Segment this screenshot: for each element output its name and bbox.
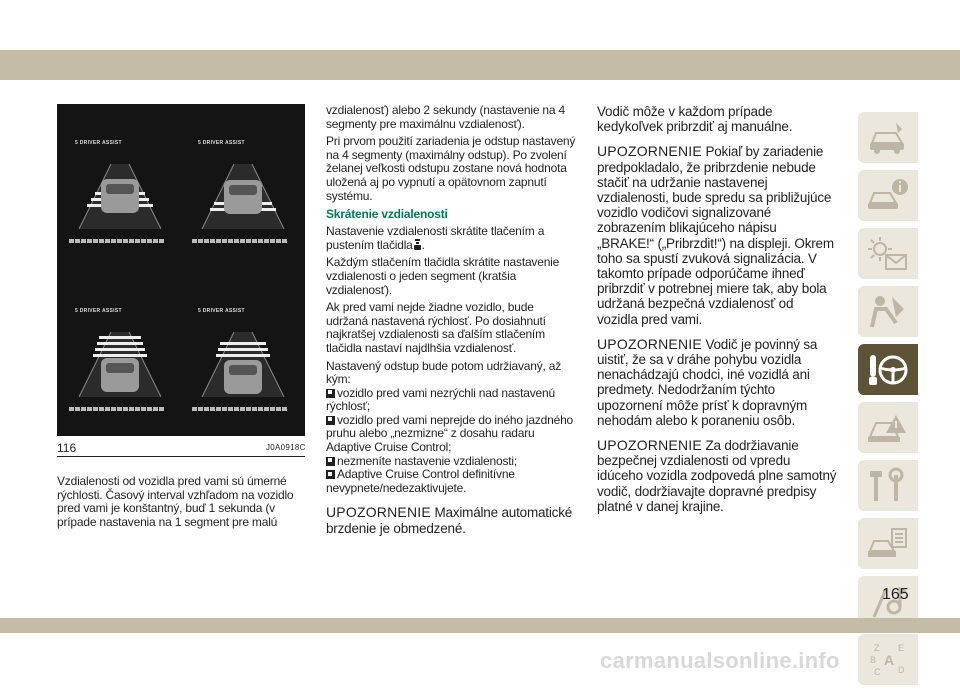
paragraph [326,225,578,252]
tab-driving[interactable] [858,344,918,395]
warning-keyword: UPOZORNENIE [597,143,702,160]
display-panel [184,104,302,264]
section-heading: Skrátenie vzdialenosti [326,207,448,222]
chapter-tabs [858,112,918,692]
panel-title: 5 DRIVER ASSIST [198,140,245,146]
svg-text:A: A [884,651,895,668]
car-info-icon [866,177,910,215]
top-band [0,50,960,80]
paragraph-text: . [421,237,425,252]
panel-title: 5 DRIVER ASSIST [198,308,245,314]
dashboard-lights-icon [866,235,910,273]
caption-divider [57,456,305,457]
speed-gauge [192,230,294,235]
paragraph: Vodič môže v každom prípade kedykoľvek pribrzdiť aj manuálne. [597,104,793,135]
index-icon [866,641,910,679]
svg-text:D: D [898,664,905,675]
bullet-item: vozidlo pred vami nezrýchli nad nastavenú rýchlosť; [326,385,555,414]
tech-data-icon [866,525,910,563]
warning-keyword: UPOZORNENIE [597,335,702,352]
bullet-icon [326,416,335,425]
bullet-icon [326,389,335,398]
distance-button-icon [414,239,421,250]
paragraph: vzdialenosť) alebo 2 sekundy (nastavenie na 4 segmenty pre maximálnu vzdialenosť). [326,103,565,131]
tab-dashboard-lights[interactable] [858,228,918,279]
bullet-item: nezmeníte nastavenie vzdialenosti; [326,455,578,469]
tab-safety[interactable] [858,286,918,337]
figure-number: 116 [57,441,77,455]
paragraph: Pri prvom použití zariadenia je odstup nastavený na 4 segmenty (maximálny odstup). Po zvolení želanej veľkosti odstupu zostane nová hodnota uložená aj po vypnutí a opätovnom zapnutí systému. [326,134,576,203]
figure-code: J0A0918C [266,443,306,452]
paragraph: Nastavený odstup bude potom udržiavaný, až kým: [326,358,562,387]
paragraph-text: Nastavenie vzdialenosti skrátite tlačením a pustením tlačidla [326,224,545,252]
display-panel [184,272,302,432]
warning-text: Pokiaľ by zariadenie predpokladalo, že pribrzdenie nebude stačiť na udržanie nastavenej vzdialenosti, bude spredu sa približujúce vozidlo vodičovi signalizované zobrazením blikajúceho nápisu „BRAKE!“ („Pribrzdit!“) na displeji. Okrem toho sa spustí zvuková signalizácia. V takomto prípade odporúčame ihneď pribrzdiť v potrebnej miere tak, aby bola udržaná bezpečná vzdialenosť od vozidla pred vami. [597,144,834,327]
service-icon [866,467,910,505]
warning [597,438,837,514]
speed-gauge [192,398,294,403]
bullet-icon [326,457,335,466]
bullet-item: Adaptive Cruise Control definitívne nevypnete/nedezaktivujete. [326,467,515,495]
svg-text:Z: Z [874,642,880,653]
warning [597,337,837,428]
warning-text: Maximálne automatické brzdenie je obmedzené. [326,505,573,536]
paragraph: Vzdialenosti od vozidla pred vami sú úmerné rýchlosti. Časový interval vzhľadom na vozidlo pred vami je konštantný, buď 1 sekunda (v prípade nastavenia na 1 segment pre malú [57,474,294,529]
speed-gauge [69,398,171,403]
column-3 [597,104,837,524]
display-panel [61,272,179,432]
svg-text:E: E [898,642,905,653]
warning-text: Vodič je povinný sa uistiť, že sa v dráhe pohybu vozidla nenachádzajú chodci, iné vozidlá ani predmety. Nedodržaním týchto upozornení môže prísť k dopravným nehodám alebo k poraneniu osôb. [597,336,818,428]
tab-emergency[interactable] [858,402,918,453]
emergency-icon [866,409,910,447]
steering-wheel-icon [866,351,910,389]
warning [326,505,578,535]
tab-car-info[interactable] [858,170,918,221]
safety-icon [866,293,910,331]
bottom-band [0,618,960,633]
car-overview-icon [866,119,910,157]
speed-gauge [69,230,171,235]
warning [597,144,837,326]
page-number: 165 [882,586,909,603]
paragraph: Každým stlačením tlačidla skrátite nastavenie vzdialenosti o jeden segment (kratšia vzdialenosť). [326,255,560,297]
tab-car-overview[interactable] [858,112,918,163]
bullet-icon [326,470,335,479]
column-1 [57,475,307,533]
display-panel [61,104,179,264]
watermark: carmanualsonline.info [600,648,840,673]
panel-title: 5 DRIVER ASSIST [75,308,122,314]
tab-service[interactable] [858,460,918,511]
panel-title: 5 DRIVER ASSIST [75,140,122,146]
paragraph: Ak pred vami nejde žiadne vozidlo, bude udržaná nastavená rýchlosť. Po dosiahnutí najkratšej vzdialenosti sa ďalším stlačením tlačidla nastaví najdlhšia vzdialenosť. [326,300,546,355]
svg-text:B: B [870,654,877,665]
warning-text: Za dodržiavanie bezpečnej vzdialenosti od vpredu idúceho vozidla zodpovedá plne samotný vodič, dodržiavajte dopravné predpisy platné v danej krajine. [597,438,837,514]
warning-keyword: UPOZORNENIE [326,504,431,521]
bullet-item: vozidlo pred vami neprejde do iného jazdného pruhu alebo „nezmizne“ z dosahu radaru Adaptive Cruise Control; [326,412,574,455]
warning-keyword: UPOZORNENIE [597,437,702,454]
column-2 [326,104,578,546]
tab-index[interactable] [858,634,918,685]
tab-tech-data[interactable] [858,518,918,569]
svg-text:C: C [874,666,881,677]
cluster-display-photo [57,104,305,436]
